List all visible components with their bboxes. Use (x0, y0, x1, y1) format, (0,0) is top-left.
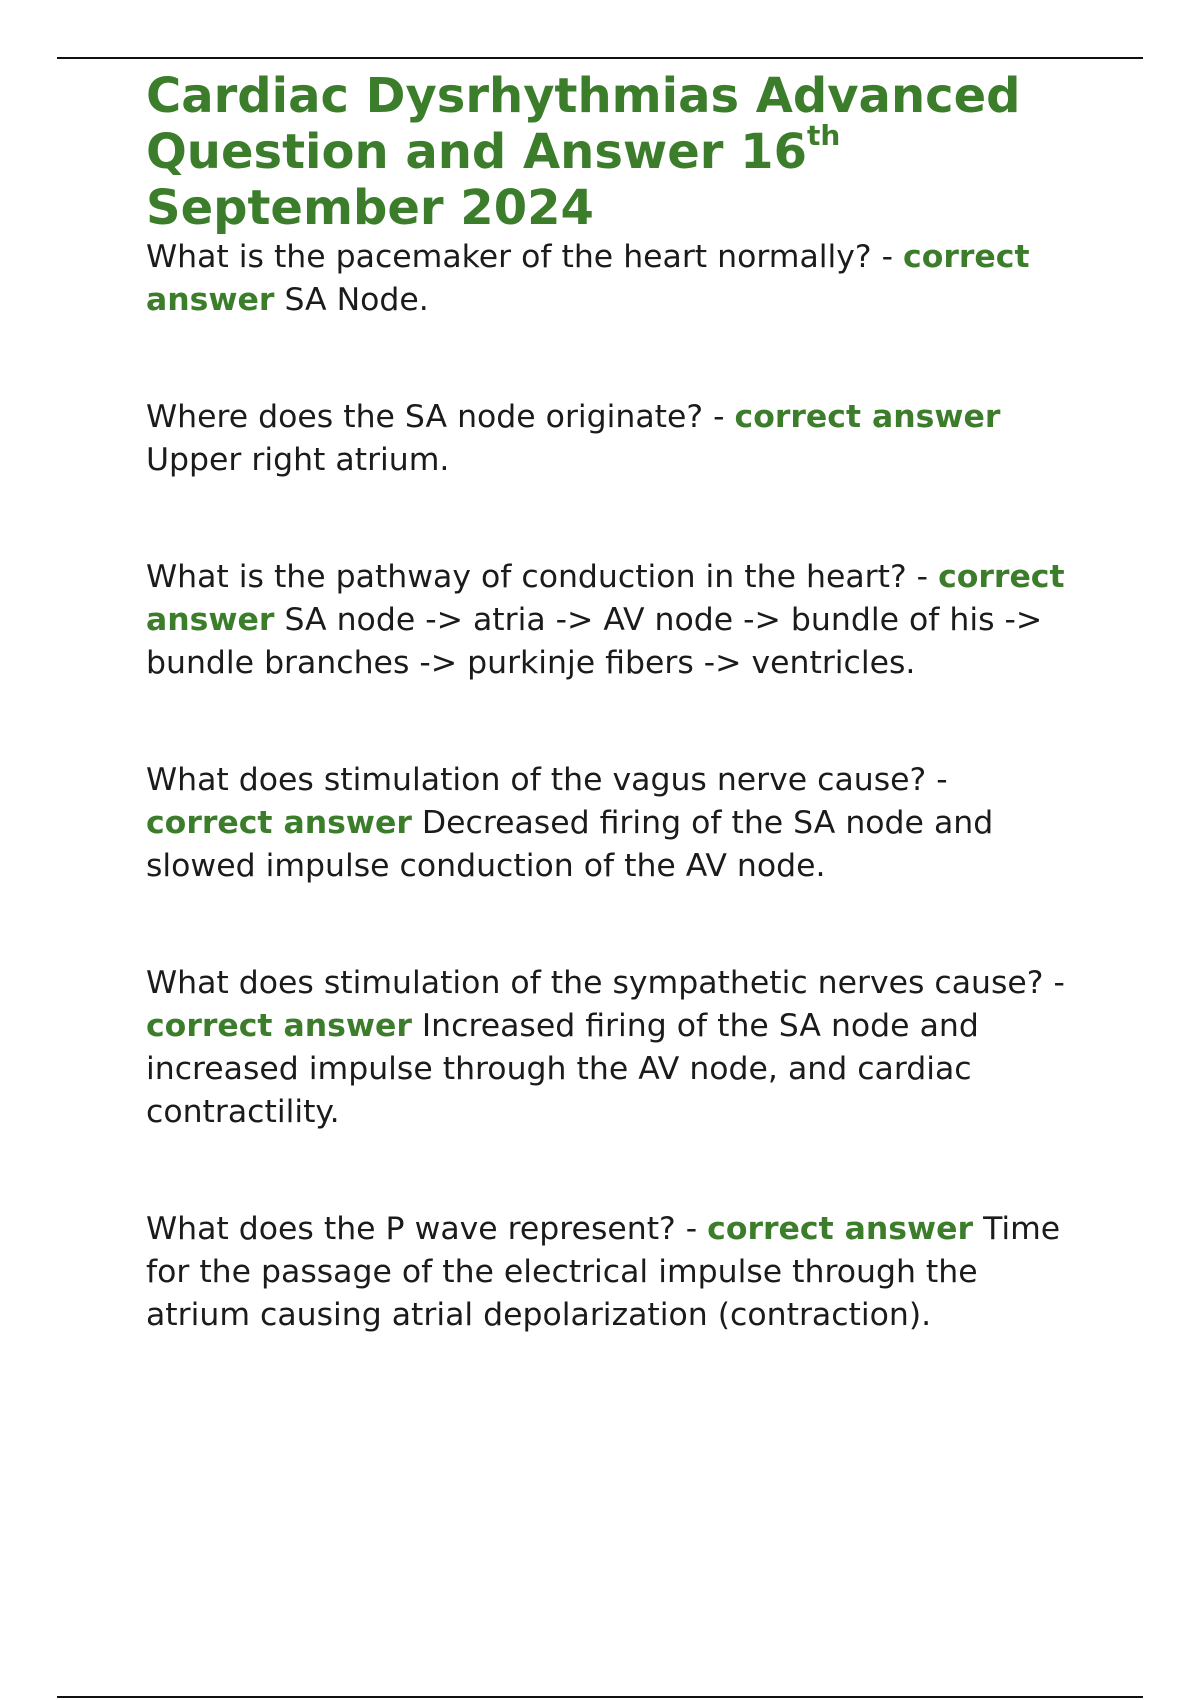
title-date: September 2024 (146, 180, 594, 236)
document-title (146, 68, 1106, 236)
question-text: What does stimulation of the sympathetic nerves cause? - (146, 965, 1065, 1001)
title-text: Cardiac Dysrhythmias Advanced Question and Answer 16 (146, 68, 1021, 180)
question-text: What does the P wave represent? - (146, 1211, 698, 1247)
document-body (146, 68, 1106, 1337)
qa-item (146, 962, 1106, 1134)
qa-item (146, 236, 1106, 322)
qa-item (146, 556, 1106, 685)
qa-item (146, 396, 1106, 482)
answer-text: Time for the passage of the electrical impulse through the atrium causing atrial depolarization (contraction). (146, 1211, 1061, 1333)
answer-text: Upper right atrium. (146, 442, 450, 478)
question-text: What is the pathway of conduction in the heart? - (146, 559, 929, 595)
question-text: What is the pacemaker of the heart normally? - (146, 239, 894, 275)
title-superscript: th (806, 119, 841, 152)
answer-label: correct answer (707, 1211, 974, 1247)
answer-label: correct answer (146, 559, 1065, 638)
qa-item (146, 1208, 1106, 1337)
answer-text: Increased firing of the SA node and increased impulse through the AV node, and cardiac contractility. (146, 1008, 979, 1130)
answer-label: correct answer (146, 1008, 412, 1044)
top-rule (57, 57, 1143, 59)
answer-text: SA node -> atria -> AV node -> bundle of his -> bundle branches -> purkinje fibers -> ventricles. (146, 602, 1043, 681)
answer-text: Decreased firing of the SA node and slowed impulse conduction of the AV node. (146, 805, 994, 884)
question-text: Where does the SA node originate? - (146, 399, 725, 435)
question-text: What does stimulation of the vagus nerve cause? - (146, 762, 948, 798)
answer-label: correct answer (146, 239, 1030, 318)
answer-label: correct answer (146, 805, 412, 841)
answer-text: SA Node. (284, 282, 429, 318)
answer-label: correct answer (734, 399, 1001, 435)
qa-item (146, 759, 1106, 888)
bottom-rule (57, 1696, 1143, 1698)
